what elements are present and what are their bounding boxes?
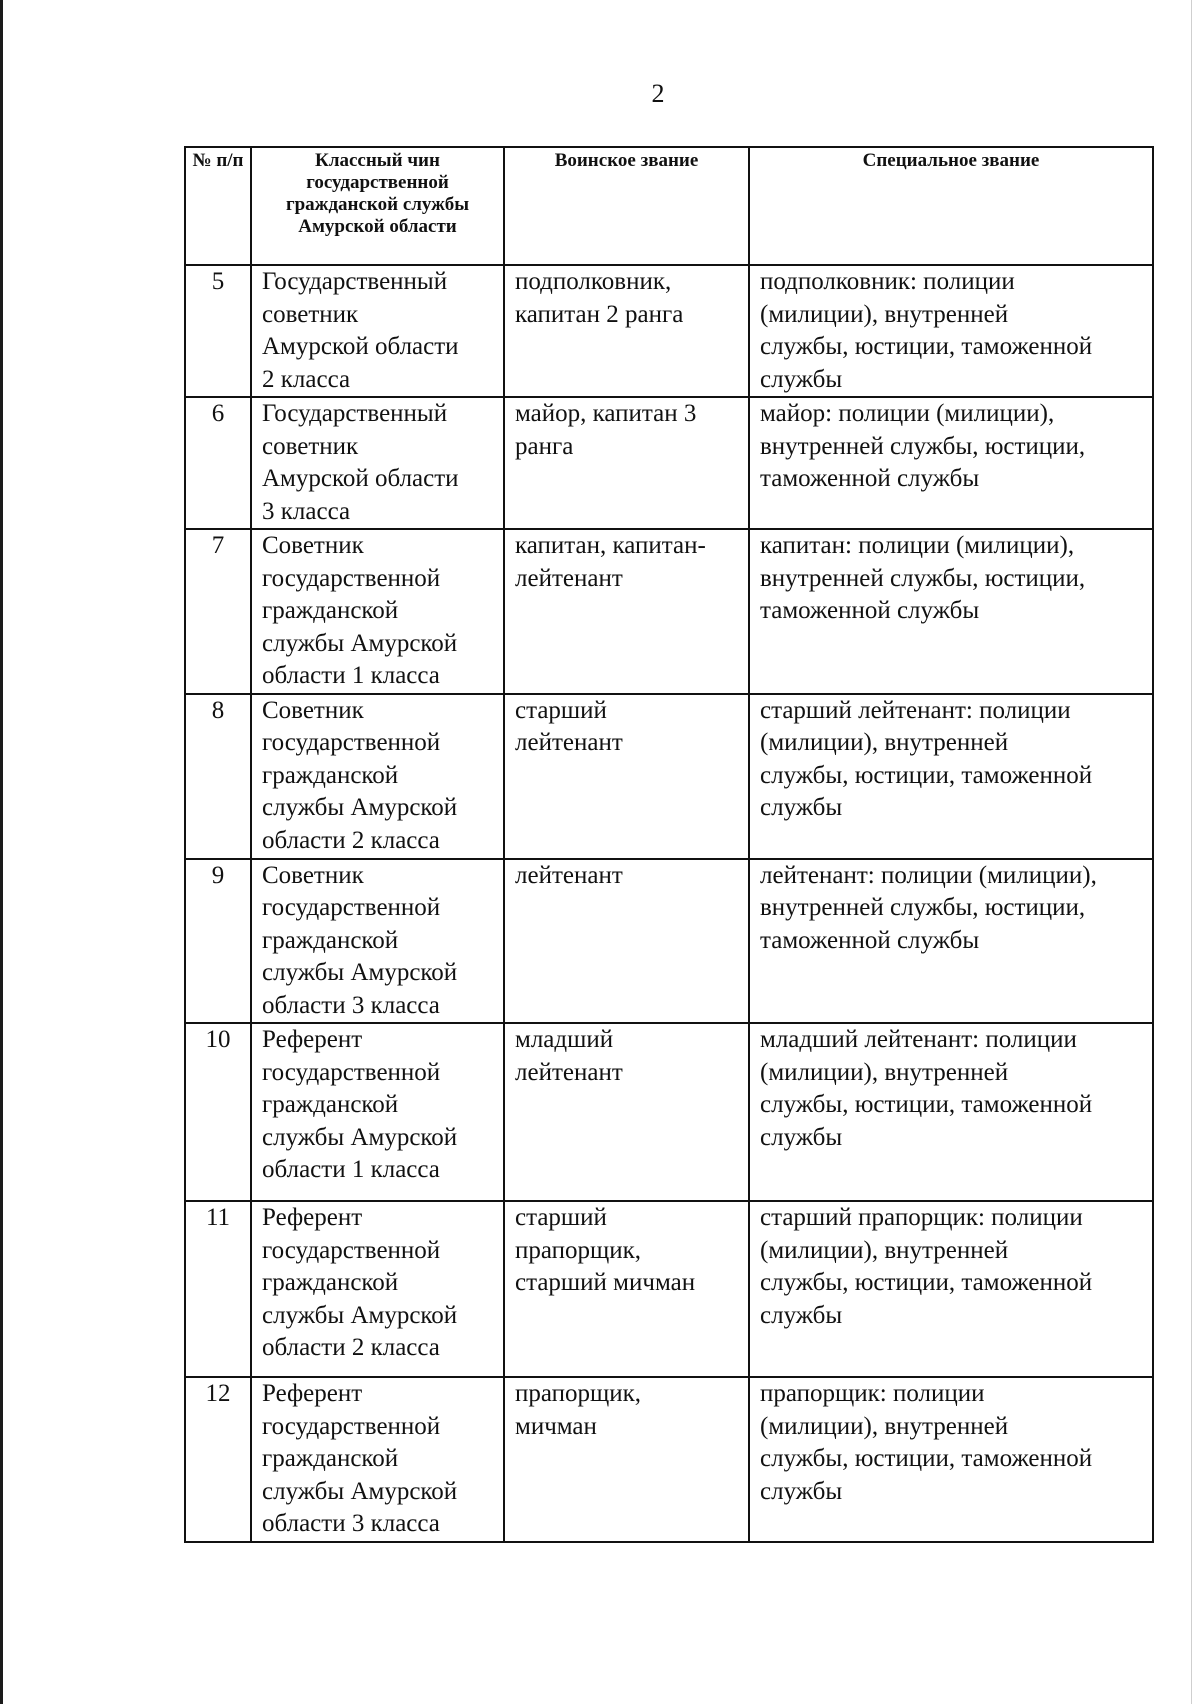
special-rank-cell: подполковник: полиции (милиции), внутренней службы, юстиции, таможенной службы — [749, 265, 1153, 397]
ranks-table — [184, 146, 1154, 1543]
military-rank-cell: лейтенант — [504, 859, 749, 1024]
table-header — [185, 147, 1153, 265]
table-row — [185, 397, 1153, 529]
military-rank-cell: капитан, капитан- лейтенант — [504, 529, 749, 694]
military-rank-cell: младший лейтенант — [504, 1023, 749, 1201]
header-class-rank: Классный чин государственной гражданской службы Амурской области — [251, 147, 504, 265]
class-rank-cell: Референт государственной гражданской службы Амурской области 1 класса — [251, 1023, 504, 1201]
special-rank-cell: капитан: полиции (милиции), внутренней службы, юстиции, таможенной службы — [749, 529, 1153, 694]
scan-border-left — [0, 0, 3, 1704]
row-number: 6 — [185, 397, 251, 529]
special-rank-cell: старший прапорщик: полиции (милиции), внутренней службы, юстиции, таможенной службы — [749, 1201, 1153, 1377]
special-rank-cell: прапорщик: полиции (милиции), внутренней службы, юстиции, таможенной службы — [749, 1377, 1153, 1542]
table-row — [185, 1201, 1153, 1377]
row-number: 5 — [185, 265, 251, 397]
table-row — [185, 529, 1153, 694]
special-rank-cell: младший лейтенант: полиции (милиции), внутренней службы, юстиции, таможенной службы — [749, 1023, 1153, 1201]
row-number: 9 — [185, 859, 251, 1024]
class-rank-cell: Референт государственной гражданской службы Амурской области 2 класса — [251, 1201, 504, 1377]
header-number: № п/п — [185, 147, 251, 265]
class-rank-cell: Советник государственной гражданской службы Амурской области 2 класса — [251, 694, 504, 859]
table-row — [185, 694, 1153, 859]
military-rank-cell: старший прапорщик, старший мичман — [504, 1201, 749, 1377]
row-number: 11 — [185, 1201, 251, 1377]
header-military-rank: Воинское звание — [504, 147, 749, 265]
row-number: 7 — [185, 529, 251, 694]
military-rank-cell: старший лейтенант — [504, 694, 749, 859]
table-row — [185, 1377, 1153, 1542]
military-rank-cell: прапорщик, мичман — [504, 1377, 749, 1542]
table-row — [185, 265, 1153, 397]
header-row — [185, 147, 1153, 265]
row-number: 10 — [185, 1023, 251, 1201]
class-rank-cell: Советник государственной гражданской службы Амурской области 3 класса — [251, 859, 504, 1024]
table-row — [185, 859, 1153, 1024]
class-rank-cell: Государственный советник Амурской области 3 класса — [251, 397, 504, 529]
table-row — [185, 1023, 1153, 1201]
scan-border-right — [1191, 0, 1192, 1704]
header-special-rank: Специальное звание — [749, 147, 1153, 265]
special-rank-cell: старший лейтенант: полиции (милиции), внутренней службы, юстиции, таможенной службы — [749, 694, 1153, 859]
row-number: 12 — [185, 1377, 251, 1542]
military-rank-cell: подполковник, капитан 2 ранга — [504, 265, 749, 397]
special-rank-cell: лейтенант: полиции (милиции), внутренней службы, юстиции, таможенной службы — [749, 859, 1153, 1024]
page-number: 2 — [651, 79, 665, 108]
class-rank-cell: Государственный советник Амурской области 2 класса — [251, 265, 504, 397]
military-rank-cell: майор, капитан 3 ранга — [504, 397, 749, 529]
row-number: 8 — [185, 694, 251, 859]
class-rank-cell: Советник государственной гражданской службы Амурской области 1 класса — [251, 529, 504, 694]
special-rank-cell: майор: полиции (милиции), внутренней службы, юстиции, таможенной службы — [749, 397, 1153, 529]
class-rank-cell: Референт государственной гражданской службы Амурской области 3 класса — [251, 1377, 504, 1542]
table-body — [185, 265, 1153, 1542]
